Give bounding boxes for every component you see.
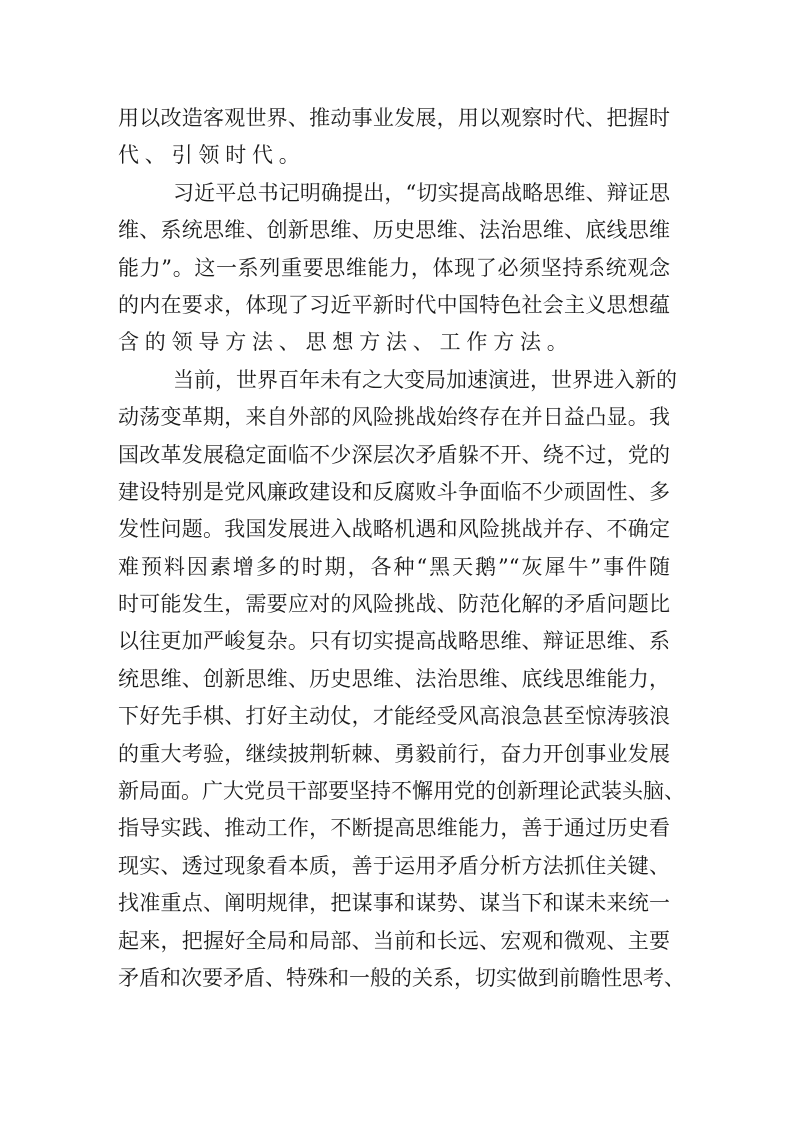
text-line: 建设特别是党风廉政建设和反腐败斗争面临不少顽固性、多 [118, 479, 670, 504]
text-line: 的内在要求，体现了习近平新时代中国特色社会主义思想蕴 [118, 292, 670, 317]
text-line: 时可能发生，需要应对的风险挑战、防范化解的矛盾问题比 [118, 592, 670, 617]
text-line: 的重大考验，继续披荆斩棘、勇毅前行，奋力开创事业发展 [118, 741, 670, 766]
text-line: 找准重点、阐明规律，把谋事和谋势、谋当下和谋未来统一 [118, 891, 670, 916]
text-line: 能力”。这一系列重要思维能力，体现了必须坚持系统观念 [118, 255, 670, 280]
text-line: 起来，把握好全局和局部、当前和长远、宏观和微观、主要 [118, 928, 670, 953]
text-line: 下好先手棋、打好主动仗，才能经受风高浪急甚至惊涛骇浪 [118, 704, 670, 729]
text-line: 新局面。广大党员干部要坚持不懈用党的创新理论武装头脑、 [118, 779, 685, 804]
text-line: 以往更加严峻复杂。只有切实提高战略思维、辩证思维、系 [118, 629, 670, 654]
body-text [118, 100, 685, 997]
text-line: 统思维、创新思维、历史思维、法治思维、底线思维能力， [118, 666, 670, 691]
text-line: 当前，世界百年未有之大变局加速演进，世界进入新的 [173, 367, 677, 392]
text-line: 动荡变革期，来自外部的风险挑战始终存在并日益凸显。我 [118, 405, 670, 430]
text-line: 维、系统思维、创新思维、历史思维、法治思维、底线思维 [118, 218, 670, 243]
text-line: 习近平总书记明确提出，“切实提高战略思维、辩证思 [173, 180, 670, 205]
text-line: 指导实践、推动工作，不断提高思维能力，善于通过历史看 [118, 816, 670, 841]
text-line: 发性问题。我国发展进入战略机遇和风险挑战并存、不确定 [118, 517, 670, 542]
text-line: 代、引领时代。 [118, 143, 306, 168]
text-line: 国改革发展稳定面临不少深层次矛盾躲不开、绕不过，党的 [118, 442, 670, 467]
text-line: 难预料因素增多的时期，各种“黑天鹅”“灰犀牛”事件随 [118, 554, 670, 579]
text-line: 矛盾和次要矛盾、特殊和一般的关系，切实做到前瞻性思考、 [118, 965, 685, 990]
text-line: 现实、透过现象看本质，善于运用矛盾分析方法抓住关键、 [118, 853, 670, 878]
text-line: 用以改造客观世界、推动事业发展，用以观察时代、把握时 [118, 106, 670, 130]
text-line: 含的领导方法、思想方法、工作方法。 [118, 330, 574, 355]
